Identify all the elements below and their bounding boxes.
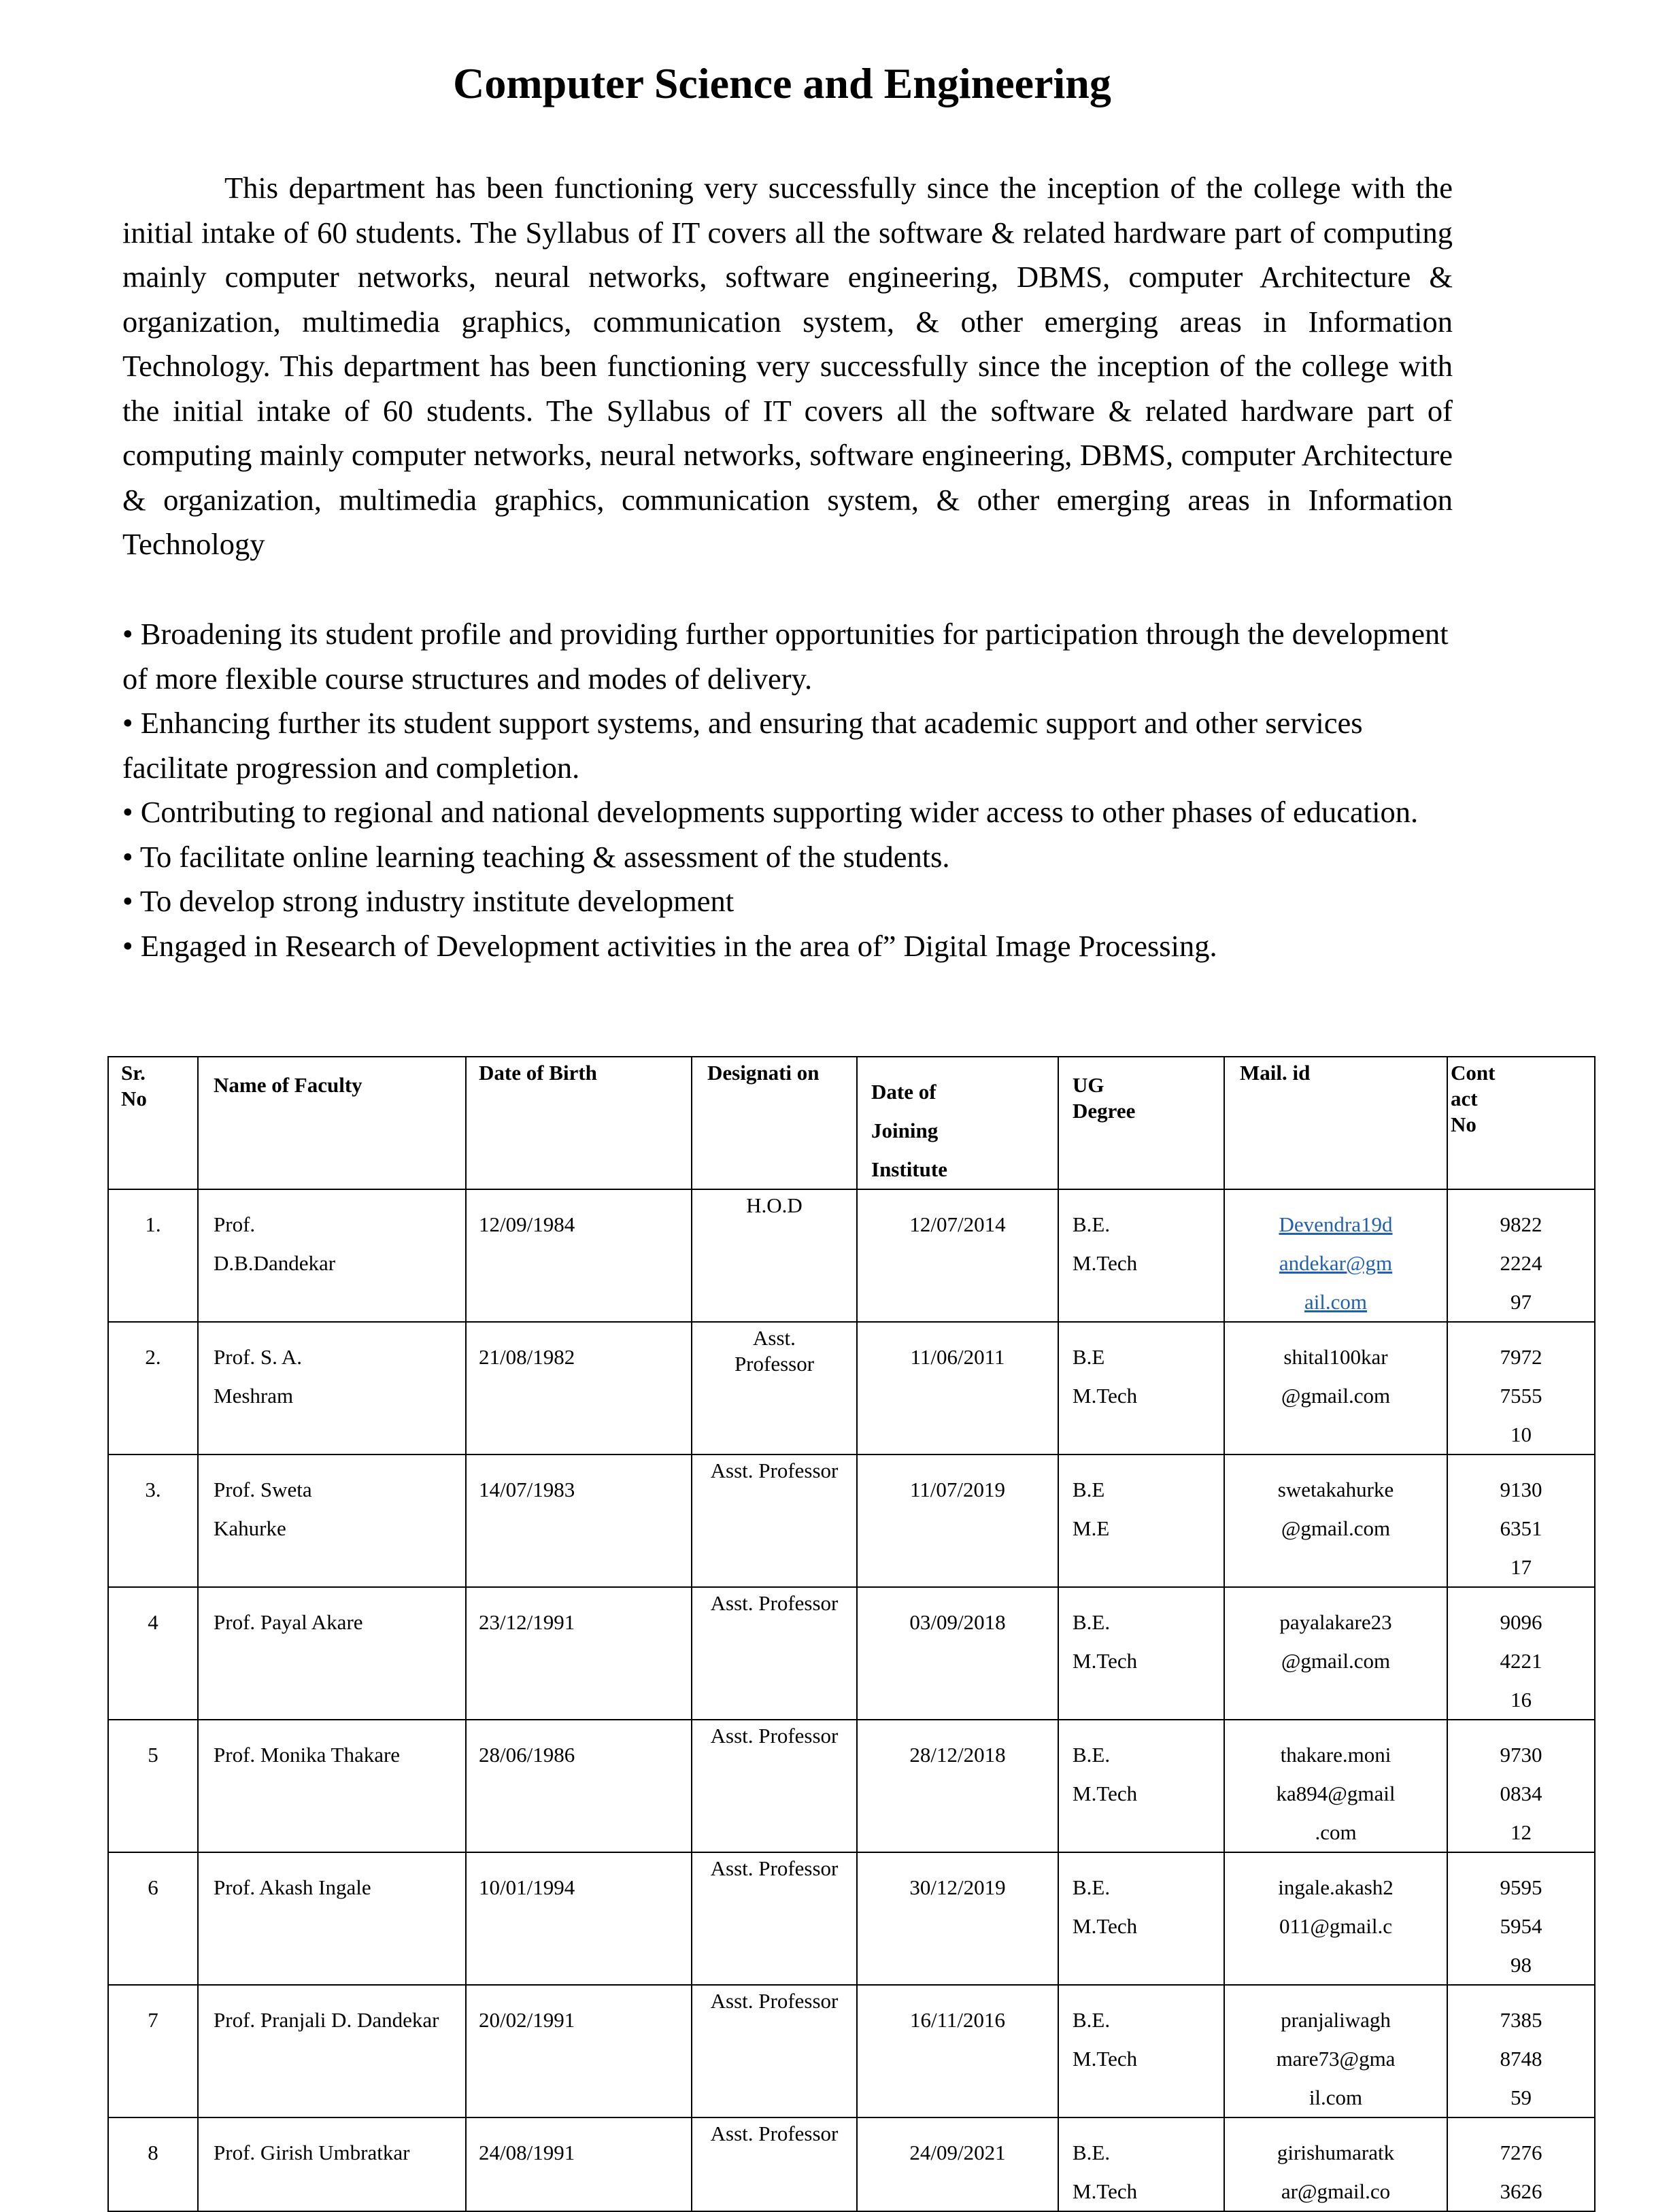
table-cell-mail — [1224, 1454, 1447, 1587]
table-cell-sr-no — [108, 1189, 198, 1322]
table-cell-contact-text: 7972 7555 10 — [1500, 1345, 1542, 1446]
table-cell-name — [198, 2117, 466, 2211]
table-cell-name-text: Prof. Pranjali D. Dandekar — [214, 2008, 439, 2032]
table-cell-dob — [466, 1189, 692, 1322]
table-cell-name-text: Prof. Payal Akare — [214, 1610, 363, 1634]
table-cell-contact-text: 9730 0834 12 — [1500, 1743, 1542, 1844]
table-cell-name-text: Prof. D.B.Dandekar — [214, 1212, 336, 1275]
table-cell-contact-text: 7276 3626 — [1500, 2141, 1542, 2203]
table-header-row — [108, 1057, 1595, 1189]
table-cell-designation-text: Asst. Professor — [710, 1724, 839, 1748]
table-cell-designation — [692, 1454, 857, 1587]
table-cell-name-text: Prof. Girish Umbratkar — [214, 2141, 410, 2164]
table-cell-sr-no — [108, 1985, 198, 2117]
table-cell-mail-text: thakare.moni ka894@gmail .com — [1276, 1743, 1396, 1844]
table-cell-mail — [1224, 1189, 1447, 1322]
table-cell-name-text: Prof. Sweta Kahurke — [214, 1478, 312, 1540]
table-cell-designation-text: Asst. Professor — [710, 1591, 839, 1615]
table-cell-sr-no — [108, 1852, 198, 1985]
table-row — [108, 1985, 1595, 2117]
table-cell-mail — [1224, 1852, 1447, 1985]
table-cell-sr-no-text: 1. — [145, 1212, 161, 1236]
table-cell-ug-degree-text: B.E. M.Tech — [1073, 2008, 1138, 2071]
table-row — [108, 1587, 1595, 1720]
table-cell-designation-text: Asst. Professor — [710, 2122, 839, 2145]
table-cell-doj — [857, 2117, 1058, 2211]
table-cell-dob-text: 24/08/1991 — [479, 2141, 575, 2164]
table-cell-contact — [1447, 2117, 1595, 2211]
table-cell-ug-degree-text: B.E. M.Tech — [1073, 1875, 1138, 1938]
table-cell-dob — [466, 1720, 692, 1852]
table-cell-mail-text: pranjaliwagh mare73@gma il.com — [1276, 2008, 1396, 2109]
table-cell-dob-text: 10/01/1994 — [479, 1875, 575, 1899]
table-row — [108, 1454, 1595, 1587]
table-cell-designation — [692, 1985, 857, 2117]
table-cell-mail — [1224, 1322, 1447, 1454]
table-cell-contact — [1447, 1189, 1595, 1322]
table-cell-ug-degree — [1058, 1985, 1224, 2117]
table-cell-dob — [466, 1322, 692, 1454]
bullet-item: • To facilitate online learning teaching & assessment of the students. — [122, 839, 950, 874]
table-cell-sr-no-text: 8 — [148, 2141, 158, 2164]
table-cell-dob — [466, 1587, 692, 1720]
table-cell-name — [198, 1852, 466, 1985]
table-cell-name-text: Prof. S. A. Meshram — [214, 1345, 303, 1408]
table-cell-contact — [1447, 1852, 1595, 1985]
table-cell-ug-degree — [1058, 2117, 1224, 2211]
table-cell-contact — [1447, 1720, 1595, 1852]
table-cell-dob-text: 12/09/1984 — [479, 1212, 575, 1236]
table-cell-name-text: Prof. Monika Thakare — [214, 1743, 401, 1767]
bullet-item: • Enhancing further its student support systems, and ensuring that academic support and other services facilitate progression and completion. — [122, 706, 1363, 785]
table-cell-designation — [692, 1587, 857, 1720]
table-cell-contact-text: 9096 4221 16 — [1500, 1610, 1542, 1712]
table-cell-doj-text: 24/09/2021 — [909, 2141, 1006, 2164]
table-cell-mail — [1224, 1985, 1447, 2117]
table-cell-doj-text: 11/06/2011 — [910, 1345, 1005, 1369]
table-cell-sr-no-text: 4 — [148, 1610, 158, 1634]
table-cell-designation-text: H.O.D — [746, 1193, 803, 1217]
table-cell-dob-text: 20/02/1991 — [479, 2008, 575, 2032]
table-cell-doj — [857, 1454, 1058, 1587]
table-cell-contact-text: 9595 5954 98 — [1500, 1875, 1542, 1977]
header-name: Name of Faculty — [198, 1057, 466, 1189]
bullet-item: • Broadening its student profile and providing further opportunities for participation through the development of more flexible course structures and modes of delivery. — [122, 617, 1449, 696]
table-cell-name — [198, 1322, 466, 1454]
table-cell-doj — [857, 1852, 1058, 1985]
table-cell-ug-degree-text: B.E. M.Tech — [1073, 1212, 1138, 1275]
table-cell-doj-text: 11/07/2019 — [909, 1478, 1006, 1501]
table-cell-dob-text: 21/08/1982 — [479, 1345, 575, 1369]
table-cell-doj-text: 12/07/2014 — [909, 1212, 1006, 1236]
header-contact: Cont act No — [1447, 1057, 1595, 1189]
table-row — [108, 1189, 1595, 1322]
table-cell-sr-no — [108, 1587, 198, 1720]
table-cell-mail-text[interactable]: Devendra19d andekar@gm ail.com — [1279, 1212, 1393, 1314]
table-cell-sr-no-text: 3. — [145, 1478, 161, 1501]
table-cell-designation — [692, 1189, 857, 1322]
objectives-list — [122, 612, 1453, 968]
table-cell-ug-degree-text: B.E. M.Tech — [1073, 1610, 1138, 1673]
table-cell-name-text: Prof. Akash Ingale — [214, 1875, 371, 1899]
table-cell-name — [198, 1454, 466, 1587]
table-cell-designation-text: Asst. Professor — [710, 1856, 839, 1880]
table-cell-designation — [692, 1720, 857, 1852]
table-cell-ug-degree — [1058, 1852, 1224, 1985]
table-cell-ug-degree — [1058, 1454, 1224, 1587]
bullet-item: • Contributing to regional and national developments supporting wider access to other phases of education. — [122, 795, 1419, 829]
table-cell-name — [198, 1189, 466, 1322]
table-cell-contact-text: 7385 8748 59 — [1500, 2008, 1542, 2109]
table-cell-mail-text: swetakahurke @gmail.com — [1277, 1478, 1394, 1540]
table-cell-mail-text: shital100kar @gmail.com — [1281, 1345, 1391, 1408]
bullet-item: • To develop strong industry institute development — [122, 884, 735, 918]
table-cell-doj — [857, 1985, 1058, 2117]
table-cell-sr-no — [108, 1720, 198, 1852]
table-cell-mail — [1224, 1587, 1447, 1720]
table-cell-mail-text: payalakare23 @gmail.com — [1279, 1610, 1392, 1673]
table-cell-ug-degree-text: B.E. M.Tech — [1073, 2141, 1138, 2203]
table-row — [108, 1852, 1595, 1985]
table-cell-doj — [857, 1587, 1058, 1720]
table-cell-sr-no-text: 7 — [148, 2008, 158, 2032]
table-cell-designation — [692, 2117, 857, 2211]
header-doj: Date of Joining Institute — [857, 1057, 1058, 1189]
table-cell-doj-text: 16/11/2016 — [909, 2008, 1006, 2032]
table-cell-sr-no-text: 6 — [148, 1875, 158, 1899]
table-cell-dob — [466, 1985, 692, 2117]
table-cell-ug-degree — [1058, 1189, 1224, 1322]
table-cell-ug-degree-text: B.E. M.Tech — [1073, 1743, 1138, 1805]
table-cell-designation — [692, 1852, 857, 1985]
page-title: Computer Science and Engineering — [453, 59, 1111, 107]
table-cell-sr-no — [108, 1322, 198, 1454]
table-cell-doj — [857, 1322, 1058, 1454]
table-cell-sr-no — [108, 2117, 198, 2211]
header-designation: Designati on — [692, 1057, 857, 1189]
table-cell-mail — [1224, 2117, 1447, 2211]
table-cell-dob-text: 28/06/1986 — [479, 1743, 575, 1767]
table-cell-contact-text: 9822 2224 97 — [1500, 1212, 1542, 1314]
table-cell-name — [198, 1985, 466, 2117]
header-sr-no: Sr. No — [108, 1057, 198, 1189]
table-cell-designation-text: Asst. Professor — [734, 1326, 815, 1376]
table-cell-designation — [692, 1322, 857, 1454]
table-cell-dob — [466, 1454, 692, 1587]
table-cell-dob — [466, 1852, 692, 1985]
table-cell-mail-text: ingale.akash2 011@gmail.c — [1278, 1875, 1394, 1938]
table-cell-contact — [1447, 1587, 1595, 1720]
table-cell-doj — [857, 1189, 1058, 1322]
table-cell-sr-no-text: 2. — [145, 1345, 161, 1369]
intro-paragraph: This department has been functioning very successfully since the inception of the college with the initial intake of 60 students. The Syllabus of IT covers all the software & related hardware part of computing mainly computer networks, neural networks, software engineering, DBMS, computer Architecture & organization, multimedia graphics, communication system, & other emerging areas in Information Technology. This department has been functioning very successfully since the inception of the college with the initial intake of 60 students. The Syllabus of IT covers all the software & related hardware part of computing mainly computer networks, neural networks, software engineering, DBMS, computer Architecture & organization, multimedia graphics, communication system, & other emerging areas in Information Technology — [122, 171, 1453, 561]
table-cell-ug-degree — [1058, 1720, 1224, 1852]
table-cell-designation-text: Asst. Professor — [710, 1459, 839, 1482]
table-cell-mail-text: girishumaratk ar@gmail.co — [1277, 2141, 1395, 2203]
faculty-table — [107, 1056, 1596, 2212]
table-cell-contact-text: 9130 6351 17 — [1500, 1478, 1542, 1579]
table-cell-contact — [1447, 1985, 1595, 2117]
table-cell-ug-degree-text: B.E M.E — [1073, 1478, 1110, 1540]
table-cell-doj-text: 28/12/2018 — [909, 1743, 1006, 1767]
table-cell-sr-no-text: 5 — [148, 1743, 158, 1767]
table-cell-doj — [857, 1720, 1058, 1852]
table-row — [108, 1322, 1595, 1454]
table-row — [108, 1720, 1595, 1852]
table-cell-mail — [1224, 1720, 1447, 1852]
table-cell-sr-no — [108, 1454, 198, 1587]
table-cell-designation-text: Asst. Professor — [710, 1989, 839, 2013]
table-cell-dob — [466, 2117, 692, 2211]
table-row — [108, 2117, 1595, 2211]
table-cell-ug-degree — [1058, 1587, 1224, 1720]
table-cell-doj-text: 30/12/2019 — [909, 1875, 1006, 1899]
table-cell-dob-text: 23/12/1991 — [479, 1610, 575, 1634]
header-dob: Date of Birth — [466, 1057, 692, 1189]
table-cell-ug-degree-text: B.E M.Tech — [1073, 1345, 1138, 1408]
table-cell-contact — [1447, 1322, 1595, 1454]
table-cell-dob-text: 14/07/1983 — [479, 1478, 575, 1501]
bullet-item: • Engaged in Research of Development activities in the area of” Digital Image Processing. — [122, 928, 1217, 963]
table-cell-ug-degree — [1058, 1322, 1224, 1454]
table-cell-contact — [1447, 1454, 1595, 1587]
table-cell-name — [198, 1720, 466, 1852]
table-cell-name — [198, 1587, 466, 1720]
header-ug-degree: UG Degree — [1058, 1057, 1224, 1189]
header-mail: Mail. id — [1224, 1057, 1447, 1189]
table-cell-doj-text: 03/09/2018 — [909, 1610, 1006, 1634]
